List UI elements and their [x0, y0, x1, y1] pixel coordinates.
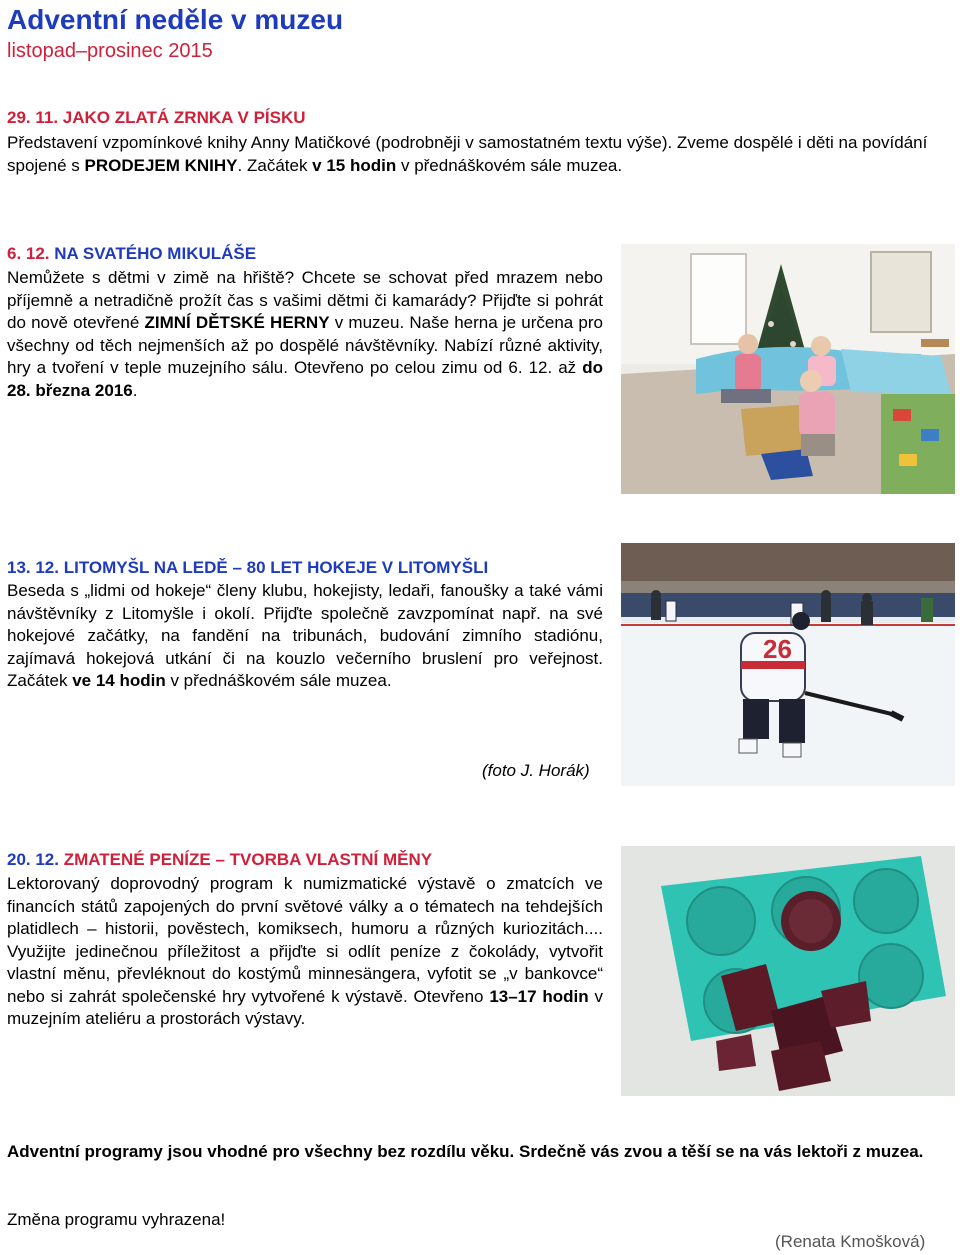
event-3-date: 13. 12.: [7, 558, 59, 577]
event-1-heading: JAKO ZLATÁ ZRNKA V PÍSKU: [62, 108, 306, 127]
event-2-date: 6. 12.: [7, 244, 50, 263]
event-2-text: Nemůžete s dětmi v zimě na hřiště? Chcete se schovat před mrazem nebo příjemně a netradičně prožít čas s vašimi dětmi či kamarády? Přijďte si pohrát do nově otevřené ZIMNÍ DĚTSKÉ HERNY v muzeu. Naše herna je určena pro všechny od těch nejmenších až po dospělé návštěvníky. Nabízí různé aktivity, hry a tvoření v teple muzejního sálu. Otevřeno po celou zimu od 6. 12. až do 28. března 2016.: [7, 268, 603, 400]
event-2-header: [7, 244, 256, 264]
event-1-header: [7, 108, 306, 128]
page-subtitle: listopad–prosinec 2015: [7, 40, 213, 62]
chocolate-mold-illustration: [621, 846, 955, 1096]
photo-credit: (foto J. Horák): [482, 761, 590, 780]
event-2-heading: NA SVATÉHO MIKULÁŠE: [54, 244, 257, 263]
event-4-date: 20. 12.: [7, 850, 59, 869]
hockey-illustration: [621, 543, 955, 786]
event-3-heading: LITOMYŠL NA LEDĚ – 80 LET HOKEJE V LITOMYŠLI: [63, 558, 489, 577]
chocolate-mold-photo: [621, 846, 955, 1096]
footer-change-note: Změna programu vyhrazena!: [7, 1210, 226, 1229]
event-4-text: Lektorovaný doprovodný program k numizmatické výstavě o zmatcích ve financích států zapojených do první světové války a o tématech na tehdejších platidlech – historii, pověstech, komiksech, humoru a různých kuriozitách.... Využijte jedinečnou příležitost a přijďte si odlít peníze z čokolády, vytvořit vlastní měnu, převléknout do kostýmů minnesängera, vyfotit se „v bankovce“ nebo si zahrát společenské hry vytvořené k výstavě. Otevřeno 13–17 hodin v muzejním ateliéru a prostorách výstavy.: [7, 874, 603, 1028]
page-title: Adventní neděle v muzeu: [7, 4, 344, 35]
event-4-header: [7, 850, 432, 870]
event-4-heading: ZMATENÉ PENÍZE – TVORBA VLASTNÍ MĚNY: [63, 850, 433, 869]
author: (Renata Kmošková): [775, 1232, 926, 1251]
playroom-illustration: [621, 244, 955, 494]
footer-note: Adventní programy jsou vhodné pro všechny bez rozdílu věku. Srdečně vás zvou a těší se na vás lektoři z muzea.: [7, 1142, 924, 1161]
event-1-text: Představení vzpomínkové knihy Anny Matičkové (podrobněji v samostatném textu výše). Zveme dospělé i děti na povídání spojené s PRODEJEM KNIHY. Začátek v 15 hodin v přednáškovém sále muzea.: [7, 133, 928, 175]
event-1-date: 29. 11.: [7, 108, 59, 127]
jersey-number: 26: [763, 634, 792, 664]
event-3-text: Beseda s „lidmi od hokeje“ členy klubu, hokejisty, ledaři, fanoušky a také vámi návštěvníky z Litomyšle i okolí. Přijďte společně zavzpomínat např. na své hokejové začátky, na fandění na tribunách, budování zimního stadiónu, zajímavá hokejová utkání či na kouzlo večerního bruslení pro veřejnost. Začátek ve 14 hodin v přednáškovém sále muzea.: [7, 581, 603, 690]
playroom-photo: [621, 244, 955, 494]
event-3-header: [7, 558, 488, 578]
hockey-photo: [621, 543, 955, 786]
